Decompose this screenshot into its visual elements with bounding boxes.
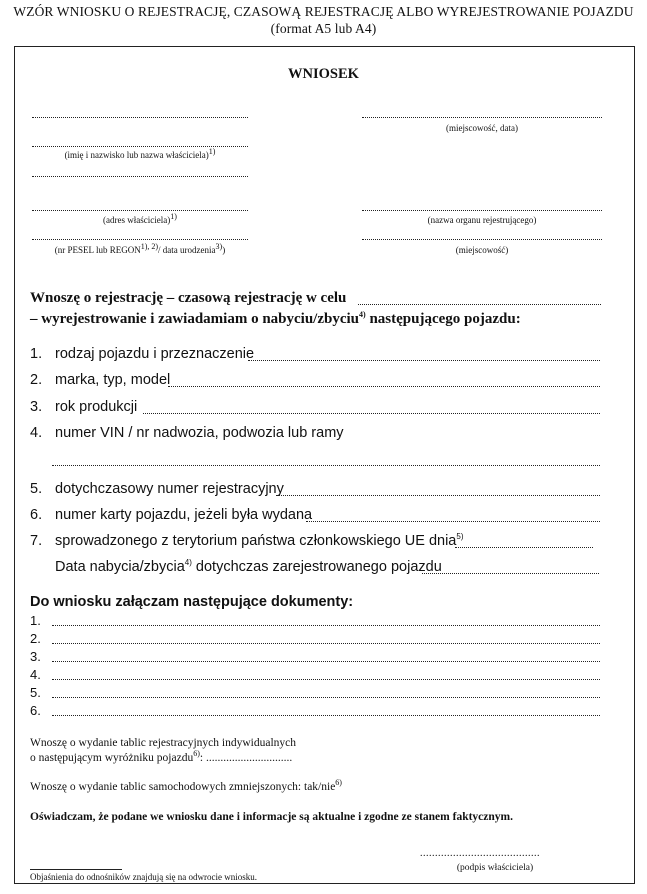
item-7-label: sprowadzonego z terytorium państwa członkowskiego UE dnia$^{5)}$ (55, 532, 464, 549)
item-1-number: 1. (30, 346, 43, 362)
item-7-number: 7. (30, 533, 43, 549)
item-4-field[interactable] (52, 465, 600, 466)
attachment-2-field[interactable] (52, 643, 600, 644)
item-3-label: rok produkcji (55, 399, 138, 415)
item-5-number: 5. (30, 481, 43, 497)
item-5-field[interactable] (276, 495, 600, 496)
attachment-3-field[interactable] (52, 661, 600, 662)
signature-field[interactable]: ........................................ (420, 848, 540, 859)
owner-address-caption: (adres właściciela)$^{1)}$ (103, 212, 177, 225)
pesel-field[interactable] (32, 239, 248, 240)
request-line-2: – wyrejestrowanie i zawiadamiam o nabyciu/zbyciu$^{4)}$ następującego pojazdu: (30, 310, 521, 327)
item-1-field[interactable] (248, 360, 600, 361)
declaration: Oświadczam, że podane we wniosku dane i informacje są aktualne i zgodne ze stanem faktycznym. (30, 811, 513, 823)
item-3-number: 3. (30, 399, 43, 415)
place-date-field[interactable] (362, 117, 602, 118)
footnote-rule (30, 869, 122, 870)
attachment-1-field[interactable] (52, 625, 600, 626)
authority-caption: (nazwa organu rejestrującego) (427, 215, 537, 225)
item-6-field[interactable] (306, 521, 600, 522)
item-1-label: rodzaj pojazdu i przeznaczenie (55, 346, 255, 362)
request-line-1: Wnoszę o rejestrację – czasową rejestrację w celu (30, 290, 347, 306)
item-6-number: 6. (30, 507, 43, 523)
attachment-5-field[interactable] (52, 697, 600, 698)
pesel-caption: (nr PESEL lub $REGON^{1), 2)}/$ data urodzenia$^{3)}$) (54, 242, 226, 255)
attachment-6-number: 6. (30, 703, 41, 718)
item-7-field[interactable] (455, 547, 593, 548)
item-4-label: numer VIN / nr nadwozia, podwozia lub ramy (55, 425, 344, 441)
attachment-4-number: 4. (30, 667, 41, 682)
place-date-caption: (miejscowość, data) (446, 123, 518, 133)
plates-request-line-1: Wnoszę o wydanie tablic rejestracyjnych indywidualnych (30, 737, 297, 749)
attachment-3-number: 3. (30, 649, 41, 664)
document-header-title: WZÓR WNIOSKU O REJESTRACJĘ, CZASOWĄ REJESTRACJĘ ALBO WYREJESTROWANIE POJAZDU (13, 4, 634, 19)
reduced-plates-request[interactable]: Wnoszę o wydanie tablic samochodowych zmniejszonych: tak/nie$^{6)}$ (30, 778, 342, 793)
item-5-label: dotychczasowy numer rejestracyjny (55, 481, 284, 497)
attachments-heading: Do wniosku załączam następujące dokumenty: (30, 594, 354, 610)
attachment-6-field[interactable] (52, 715, 600, 716)
signature-caption: (podpis właściciela) (456, 863, 534, 873)
document-header-format: (format A5 lub A4) (270, 21, 377, 36)
attachment-4-field[interactable] (52, 679, 600, 680)
item-3-field[interactable] (143, 413, 600, 414)
acquisition-date-label: Data nabycia/zbycia$^{4)}$ dotychczas zarejestrowanego pojazdu (55, 558, 442, 575)
request-purpose-field[interactable] (358, 304, 601, 305)
item-4-number: 4. (30, 425, 43, 441)
item-2-number: 2. (30, 372, 43, 388)
owner-address-field[interactable] (32, 210, 248, 211)
acquisition-date-field[interactable] (422, 573, 599, 574)
owner-name-field-3[interactable] (32, 176, 248, 177)
town-caption: (miejscowość) (455, 245, 509, 255)
town-field[interactable] (362, 239, 602, 240)
owner-name-field[interactable] (32, 117, 248, 118)
item-2-label: marka, typ, model (55, 372, 171, 388)
item-2-field[interactable] (168, 386, 600, 387)
item-6-label: numer karty pojazdu, jeżeli była wydana (55, 507, 313, 523)
plates-request-line-2[interactable]: o następującym wyróżniku pojazdu$^{6)}$: .............................. (30, 749, 293, 764)
attachment-5-number: 5. (30, 685, 41, 700)
footnote-text: Objaśnienia do odnośników znajdują się na odwrocie wniosku. (30, 872, 257, 882)
attachment-1-number: 1. (30, 613, 41, 628)
owner-name-caption: (imię i nazwisko lub nazwa właściciela)$^{1)}$ (64, 147, 216, 160)
form-title: WNIOSEK (288, 66, 359, 82)
attachment-2-number: 2. (30, 631, 41, 646)
owner-name-field-2[interactable] (32, 146, 248, 147)
authority-field[interactable] (362, 210, 602, 211)
